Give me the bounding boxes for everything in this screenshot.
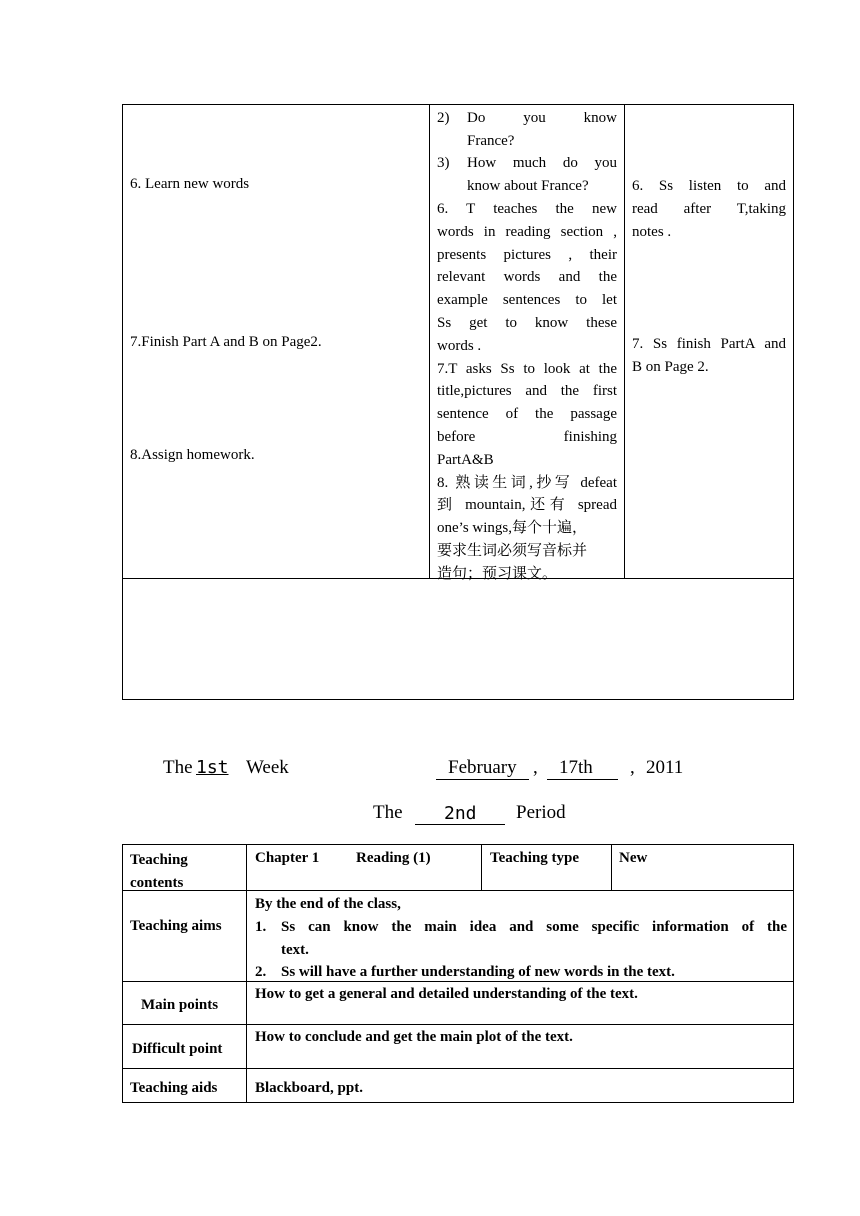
aim-2-text: Ss will have a further understanding of new words in the text.	[281, 964, 675, 980]
date-comma-2: ,	[630, 757, 635, 778]
question-2-line2: France?	[467, 133, 515, 149]
teaching-type-label: Teaching type	[490, 850, 580, 866]
week-the: The	[163, 757, 193, 778]
main-points-value: How to get a general and detailed understanding of the text.	[255, 986, 638, 1002]
week-label: Week	[246, 757, 289, 778]
teaching-aids-value: Blackboard, ppt.	[255, 1080, 363, 1096]
teaching-aids-label: Teaching aids	[130, 1080, 218, 1096]
period-label: Period	[516, 802, 566, 823]
question-2-line1: Do you know	[467, 110, 617, 126]
teaching-aims-label: Teaching aims	[130, 918, 222, 934]
student-activity-7: 7. Ss finish PartA and B on Page 2.	[632, 336, 786, 375]
main-points-label: Main points	[141, 997, 219, 1013]
question-3-line2: know about France?	[467, 178, 589, 194]
teaching-contents-label: Teaching contents	[130, 852, 188, 891]
student-activity-6: 6. Ss listen to and read after T,taking notes .	[632, 178, 786, 240]
teacher-activity-text: 6. T teaches the new words in reading section , presents pictures , their relevant words and the example sentences to let Ss get to know these words . 7.T asks Ss to look at the title,pictures and the first sentence of the passage before finishing PartA&B 8. 熟读生词,抄写 defeat 到 mountain,还有 spread one’s wings,每个十遍， 要求生词必须写音标并 造句；预习课文。	[437, 201, 617, 582]
step-6-label: 6. Learn new words	[130, 176, 250, 192]
aim-1-number: 1.	[255, 919, 267, 935]
aim-2-number: 2.	[255, 964, 267, 980]
step-7-label: 7.Finish Part A and B on Page2.	[130, 334, 322, 350]
question-3-number: 3)	[437, 155, 450, 171]
chapter-value: Chapter 1	[255, 850, 320, 866]
aims-intro: By the end of the class,	[255, 896, 401, 912]
date-year: 2011	[646, 757, 684, 778]
step-8-label: 8.Assign homework.	[130, 447, 255, 463]
period-the: The	[373, 802, 403, 823]
aim-1-line1: Ss can know the main idea and some specific information of the	[281, 919, 787, 935]
aim-1-line2: text.	[281, 942, 309, 958]
question-2-number: 2)	[437, 110, 450, 126]
period-number: 2nd	[444, 803, 477, 824]
date-day: 17th	[559, 757, 593, 778]
difficult-point-value: How to conclude and get the main plot of the text.	[255, 1029, 573, 1045]
reading-value: Reading (1)	[356, 850, 431, 866]
difficult-point-label: Difficult point	[132, 1041, 223, 1057]
week-number: 1st	[196, 757, 229, 778]
question-3-line1: How much do you	[467, 155, 617, 171]
date-month: February	[448, 757, 517, 778]
date-comma-1: ,	[533, 757, 538, 778]
teaching-type-value: New	[619, 850, 648, 866]
